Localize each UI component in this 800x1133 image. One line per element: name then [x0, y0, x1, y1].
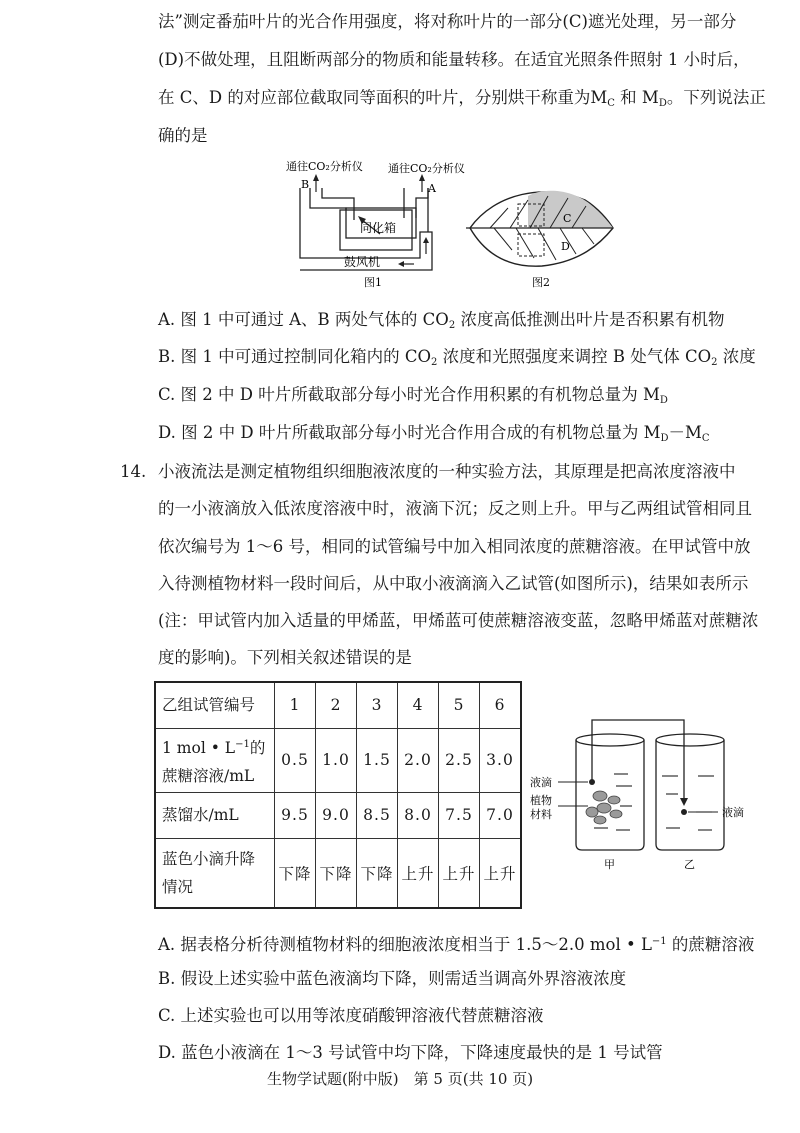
- q13-option-b: [158, 345, 756, 375]
- q13-option-c-text: C. 图 2 中 D 叶片所截取部分每小时光合作用积累的有机物总量为 M: [158, 385, 660, 404]
- table-header-label: 乙组试管编号: [155, 682, 275, 728]
- q13-option-d-mid: －M: [668, 423, 702, 442]
- q13-figures: [280, 158, 620, 296]
- drop-result: 上升: [398, 838, 439, 908]
- drop-result: 下降: [357, 838, 398, 908]
- q14-line-6: 度的影响)。下列相关叙述错误的是: [158, 648, 412, 667]
- q13-option-b-tail: 浓度和光照强度来调控 B 处气体 CO: [437, 347, 712, 366]
- tube-number: 2: [316, 682, 357, 728]
- tube-number: 1: [275, 682, 316, 728]
- fig1-blower-label: 鼓风机: [344, 255, 381, 269]
- drop-label-a: 蓝色小滴升降: [162, 849, 256, 868]
- fig1-label-a: 通往CO₂分析仪: [388, 162, 465, 175]
- arrow-blower-head: [398, 261, 404, 267]
- q13-line-4: 确的是: [158, 126, 208, 145]
- q14-option-a-sup: −1: [651, 936, 667, 947]
- q13-line-3-tail: 。下列说法正: [666, 88, 766, 107]
- q13-option-a-text: A. 图 1 中可通过 A、B 两处气体的 CO: [158, 310, 449, 329]
- fig1-label-b: 通往CO₂分析仪: [286, 160, 363, 173]
- fig2-caption: 图2: [532, 276, 550, 289]
- water-value: 7.5: [439, 792, 480, 838]
- q13-line-2: (D)不做处理，且阻断两部分的物质和能量转移。在适宜光照条件照射 1 小时后，: [158, 50, 750, 69]
- q13-option-b-sub: 2: [431, 357, 438, 368]
- drop-label-b: 情况: [162, 877, 194, 896]
- label-material-b: 材料: [530, 808, 552, 821]
- q13-option-a-tail: 浓度高低推测出叶片是否积累有机物: [455, 310, 725, 329]
- pipette: [592, 720, 684, 800]
- figure-2-leaf: [466, 191, 613, 266]
- q14-data-table: [154, 681, 522, 909]
- table-row: [155, 728, 521, 792]
- tube-jia: [576, 740, 644, 850]
- q13-option-d-sub: D: [660, 433, 669, 444]
- q13-option-b-tail2: 浓度: [717, 347, 756, 366]
- water-value: 8.5: [357, 792, 398, 838]
- water-value: 9.5: [275, 792, 316, 838]
- q14-option-a-text: A. 据表格分析待测植物材料的细胞液浓度相当于 1.5～2.0 mol • L: [158, 935, 652, 954]
- drop-result: 上升: [439, 838, 480, 908]
- q14-option-a: [158, 930, 754, 957]
- arrow-b-head: [313, 174, 319, 181]
- table-row: [155, 792, 521, 838]
- table-row: [155, 682, 521, 728]
- mc-subscript: C: [607, 98, 615, 109]
- sucrose-value: 3.0: [480, 728, 522, 792]
- q14-option-c: C. 上述实验也可以用等浓度硝酸钾溶液代替蔗糖溶液: [158, 1006, 544, 1025]
- q13-option-a-sub: 2: [448, 320, 456, 331]
- fig2-letter-c: C: [563, 212, 572, 225]
- q13-option-b-text: B. 图 1 中可通过控制同化箱内的 CO: [158, 347, 431, 366]
- q14-line-4: 入待测植物材料一段时间后，从中取小液滴滴入乙试管(如图所示)，结果如表所示: [158, 574, 749, 593]
- caption-yi: 乙: [684, 858, 695, 871]
- arrow-a-head: [419, 174, 425, 181]
- tube-number: 6: [480, 682, 522, 728]
- q13-option-d-sub2: C: [701, 433, 710, 444]
- drop-row-label: [155, 838, 275, 908]
- table-row: [155, 838, 521, 908]
- q14-number: 14.: [120, 462, 147, 481]
- q14-line-2: 的一小液滴放入低浓度溶液中时，液滴下沉；反之则上升。甲与乙两组试管相同且: [158, 499, 752, 518]
- label-material-a: 植物: [530, 794, 552, 807]
- tube-number: 3: [357, 682, 398, 728]
- sucrose-label-a: 1 mol • L: [162, 738, 236, 757]
- q13-option-b-sub2: 2: [711, 357, 718, 368]
- sucrose-value: 2.0: [398, 728, 439, 792]
- drop-in-jia: [589, 779, 595, 785]
- fig1-caption: 图1: [364, 276, 382, 289]
- sucrose-value: 2.5: [439, 728, 480, 792]
- q13-option-d-text: D. 图 2 中 D 叶片所截取部分每小时光合作用合成的有机物总量为 M: [158, 423, 661, 442]
- q13-option-a: [158, 308, 724, 338]
- water-row-label: 蒸馏水/mL: [155, 792, 275, 838]
- q13-line-1: 法”测定番茄叶片的光合作用强度，将对称叶片的一部分(C)遮光处理，另一部分: [158, 12, 737, 31]
- sucrose-value: 0.5: [275, 728, 316, 792]
- water-value: 7.0: [480, 792, 522, 838]
- plant-material: [586, 791, 622, 824]
- sucrose-value: 1.0: [316, 728, 357, 792]
- label-drop-left: 液滴: [530, 776, 552, 789]
- drop-result: 下降: [275, 838, 316, 908]
- q13-option-c-sub: D: [659, 395, 668, 406]
- sucrose-value: 1.5: [357, 728, 398, 792]
- q13-option-d: [158, 421, 710, 451]
- q13-line-3: [158, 86, 766, 116]
- tube-number: 4: [398, 682, 439, 728]
- q14-tube-figure: [528, 716, 758, 876]
- caption-jia: 甲: [604, 858, 615, 871]
- pipette-arrow: [680, 798, 688, 806]
- q14-line-3: 依次编号为 1～6 号，相同的试管编号中加入相同浓度的蔗糖溶液。在甲试管中放: [158, 537, 751, 556]
- sucrose-label-sup: −1: [235, 738, 250, 750]
- drop-result: 下降: [316, 838, 357, 908]
- sucrose-label-c: 蔗糖溶液/mL: [162, 766, 255, 785]
- q13-line-3-text: 在 C、D 的对应部位截取同等面积的叶片，分别烘干称重为: [158, 88, 591, 107]
- q14-option-a-tail: 的蔗糖溶液: [666, 935, 755, 954]
- water-value: 9.0: [316, 792, 357, 838]
- q14-option-d: D. 蓝色小液滴在 1～3 号试管中均下降，下降速度最快的是 1 号试管: [158, 1043, 663, 1062]
- q13-option-c: [158, 383, 668, 413]
- fig2-letter-d: D: [561, 240, 570, 253]
- q14-line-5: (注：甲试管内加入适量的甲烯蓝，甲烯蓝可使蔗糖溶液变蓝，忽略甲烯蓝对蔗糖浓: [158, 611, 759, 630]
- mc-symbol: M: [590, 88, 608, 107]
- drop-in-yi: [681, 809, 687, 815]
- md-symbol: M: [641, 88, 659, 107]
- fig1-letter-b: B: [301, 178, 310, 191]
- md-subscript: D: [658, 98, 667, 109]
- q14-line-1: 小液流法是测定植物组织细胞液浓度的一种实验方法，其原理是把高浓度溶液中: [158, 462, 736, 481]
- tube-yi: [656, 740, 724, 850]
- q14-option-b: B. 假设上述实验中蓝色液滴均下降，则需适当调高外界溶液浓度: [158, 969, 627, 988]
- label-drop-right: 液滴: [722, 806, 744, 819]
- sucrose-label-b: 的: [249, 738, 266, 757]
- drop-result: 上升: [480, 838, 522, 908]
- tube-number: 5: [439, 682, 480, 728]
- and-word: 和: [614, 88, 642, 107]
- water-value: 8.0: [398, 792, 439, 838]
- arrow-duct-head: [423, 237, 429, 243]
- fig1-chamber-label: 同化箱: [360, 221, 397, 235]
- fig1-letter-a: A: [428, 182, 436, 195]
- page-footer: 生物学试题(附中版) 第 5 页(共 10 页): [266, 1070, 534, 1088]
- sucrose-row-label: [155, 728, 275, 792]
